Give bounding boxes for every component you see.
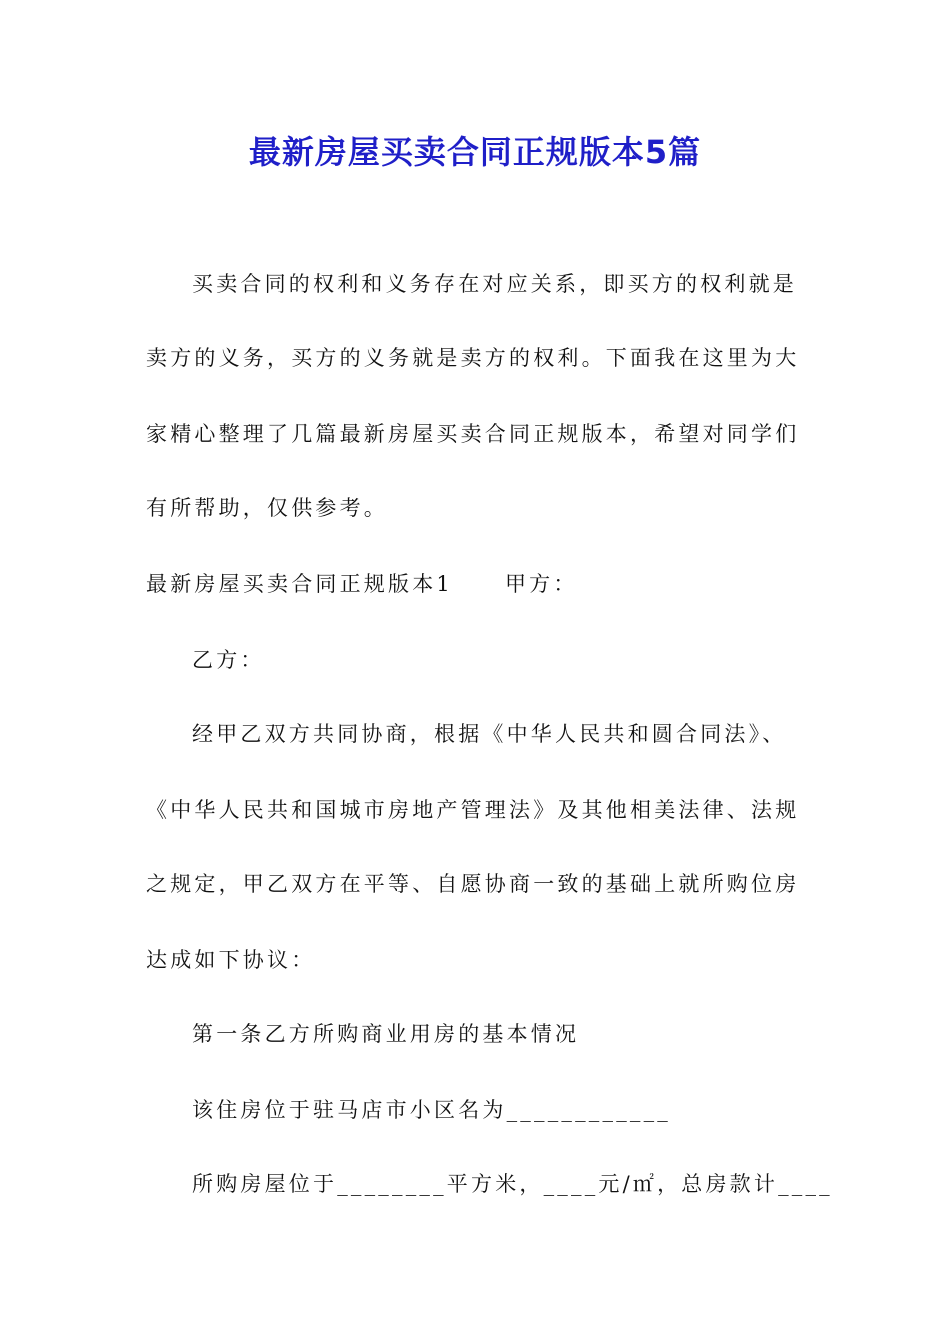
agreement-line-1: 经甲乙双方共同协商，根据《中华人民共和圆合同法》、: [192, 722, 787, 746]
section-heading: 最新房屋买卖合同正规版本1: [146, 572, 453, 596]
intro-line-2: 卖方的义务，买方的义务就是卖方的权利。下面我在这里为大: [146, 346, 800, 370]
intro-line-1: 买卖合同的权利和义务存在对应关系，即买方的权利就是: [192, 272, 797, 296]
price-line: 所购房屋位于________平方米，____元/㎡，总房款计____: [192, 1172, 833, 1196]
agreement-line-3: 之规定，甲乙双方在平等、自愿协商一致的基础上就所购位房: [146, 872, 800, 896]
agreement-line-4: 达成如下协议：: [146, 948, 316, 972]
party-b-label: 乙方：: [192, 648, 265, 672]
article-1-heading: 第一条乙方所购商业用房的基本情况: [192, 1022, 580, 1046]
party-a-label: 甲方：: [504, 572, 578, 596]
agreement-line-2: 《中华人民共和国城市房地产管理法》及其他相美法律、法规: [146, 798, 800, 822]
document-title: 最新房屋买卖合同正规版本5篇: [248, 133, 702, 171]
section-heading-row: [146, 568, 578, 600]
intro-line-4: 有所帮助，仅供参考。: [146, 496, 388, 520]
location-line: 该住房位于驻马店市小区名为____________: [192, 1098, 671, 1122]
intro-line-3: 家精心整理了几篇最新房屋买卖合同正规版本，希望对同学们: [146, 422, 800, 446]
